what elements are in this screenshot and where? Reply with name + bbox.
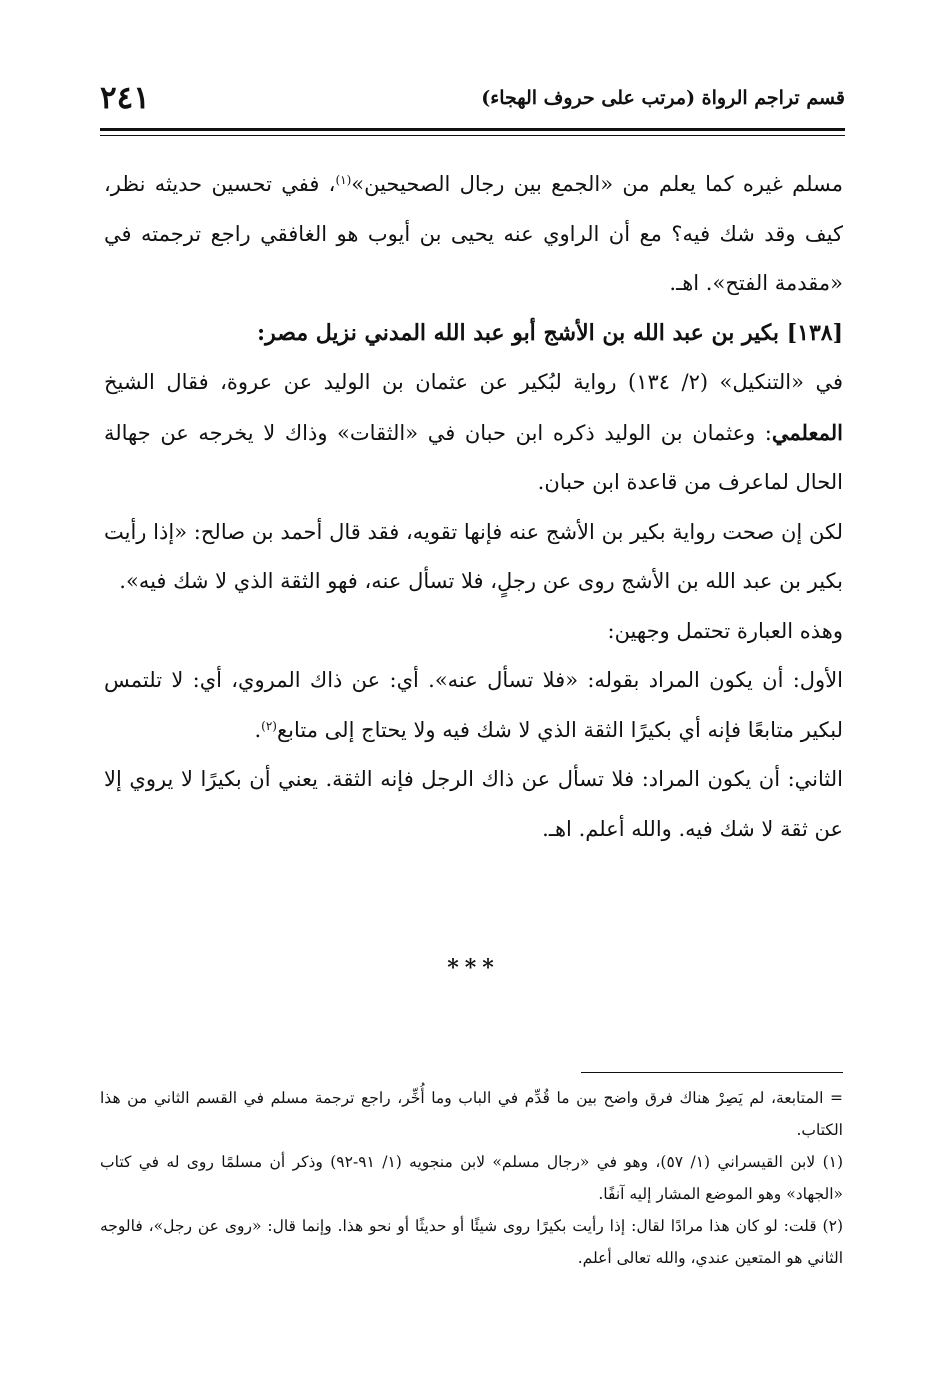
footnote-1: (١) لابن القيسراني (١/ ٥٧)، وهو في «رجال مسلم» لابن منجويه (١/ ٩١-٩٢) وذكر أن مسلمًا روى له في كتاب «الجهاد» وهو الموضع المشار إليه آنفًا.	[100, 1153, 844, 1203]
page-header	[100, 78, 845, 118]
footnote-divider	[581, 1072, 843, 1073]
footnote-ref: (١)	[335, 173, 352, 187]
paragraph: لكن إن صحت رواية بكير بن الأشج عنه فإنها تقويه، فقد قال أحمد بن صالح: «إذا رأيت بكير بن عبد الله بن الأشج روى عن رجلٍ، فلا تسأل عنه، فهو الثقة الذي لا شك فيه».	[104, 519, 843, 593]
section-separator: ***	[447, 955, 500, 981]
paragraph: وهذه العبارة تحتمل وجهين:	[607, 618, 843, 643]
footnote-ref: (٢)	[261, 718, 277, 733]
footnote-2: (٢) قلت: لو كان هذا مرادًا لقال: إذا رأيت بكيرًا روى شيئًا أو حديثًا أو نحو هذا. وإنما قال: «روى عن رجل»، فالوجه الثاني هو المتعين عندي، والله تعالى أعلم.	[100, 1217, 843, 1267]
paragraph-text: ، ففي تحسين حديثه نظر، كيف وقد شك فيه؟ مع أن الراوي عنه يحيى بن أيوب هو الغافقي راجع ترجمته في «مقدمة الفتح». اهـ.	[104, 172, 843, 295]
paragraph	[104, 358, 843, 508]
paragraph-text: في «التنكيل» (٢/ ١٣٤) رواية لبُكير عن عثمان بن الوليد عن عروة، فقال الشيخ	[104, 370, 844, 394]
footnotes	[100, 1082, 843, 1274]
paragraph-text: مسلم غيره كما يعلم من «الجمع بين رجال الصحيحين»	[351, 172, 844, 196]
paragraph-text: .	[254, 717, 262, 742]
paragraph	[104, 656, 843, 755]
header-rule-thin	[100, 135, 845, 136]
paragraph: الثاني: أن يكون المراد: فلا تسأل عن ذاك الرجل فإنه الثقة. يعني أن بكيرًا لا يروي إلا عن ثقة لا شك فيه. والله أعلم. اهـ.	[104, 767, 843, 841]
paragraph-text: الأول: أن يكون المراد بقوله: «فلا تسأل عنه». أي: عن ذاك المروي، أي: لا تلتمس لبكير متابعًا فإنه أي بكيرًا الثقة الذي لا شك فيه ولا يحتاج إلى متابع	[104, 668, 843, 742]
bold-name: المعلمي	[771, 419, 843, 445]
paragraph-text: : وعثمان بن الوليد ذكره ابن حبان في «الثقات» وذاك لا يخرجه عن جهالة الحال لماعرف من قاعدة ابن حبان.	[104, 420, 843, 494]
header-rule-thick	[100, 128, 845, 131]
main-text	[104, 160, 843, 854]
entry-heading: [١٣٨] بكير بن عبد الله بن الأشج أبو عبد الله المدني نزيل مصر:	[256, 319, 843, 346]
running-title: قسم تراجم الرواة (مرتب على حروف الهجاء)	[481, 87, 845, 109]
paragraph	[104, 160, 843, 309]
page-number: ٢٤١	[100, 80, 150, 116]
footnote-continued: = المتابعة، لم يَصِرْ هناك فرق واضح بين ما قُدِّم في الباب وما أُخِّر، راجع ترجمة مسلم في القسم الثاني من هذا الكتاب.	[100, 1089, 843, 1139]
